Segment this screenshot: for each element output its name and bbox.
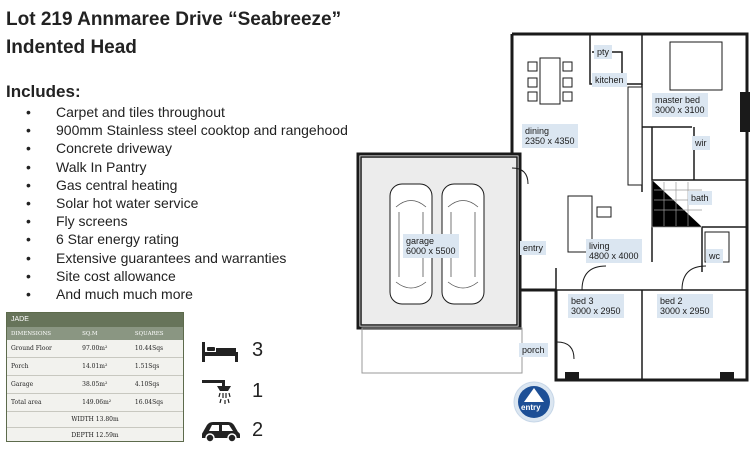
room-name: master bed	[655, 95, 701, 105]
room-dimensions: 2350 x 4350	[525, 136, 575, 146]
table-cell: 10.44Sqs	[131, 340, 183, 358]
room-label-pantry: pty	[594, 45, 612, 59]
table-row	[7, 394, 183, 412]
bathrooms-row	[200, 377, 270, 405]
room-label-dining	[522, 124, 578, 148]
title-line-2: Indented Head	[6, 37, 137, 58]
width-value: WIDTH 13.80m	[7, 412, 183, 428]
table-cell: 16.04Sqs	[131, 394, 183, 412]
room-dimensions: 3000 x 2950	[660, 306, 710, 316]
list-item: • Walk In Pantry	[22, 158, 348, 176]
room-dimensions: 6000 x 5500	[406, 246, 456, 256]
table-cell: Garage	[7, 376, 78, 394]
room-name: bed 3	[571, 296, 594, 306]
depth-value: DEPTH 12.59m	[71, 432, 119, 439]
table-row	[7, 358, 183, 376]
column-header: DIMENSIONS	[7, 327, 78, 340]
room-name: dining	[525, 126, 550, 136]
room-label-wir: wir	[692, 136, 710, 150]
entry-marker-label: entry	[521, 403, 541, 412]
list-item: • 900mm Stainless steel cooktop and rangehood	[22, 121, 348, 139]
list-item: • Solar hot water service	[22, 194, 348, 212]
list-item: • 6 Star energy rating	[22, 230, 348, 248]
spec-table-title: JADE	[7, 313, 183, 327]
table-cell: 97.00m²	[78, 340, 131, 358]
table-cell: 149.06m²	[78, 394, 131, 412]
list-item: • Gas central heating	[22, 176, 348, 194]
room-label-kitchen: kitchen	[592, 73, 627, 87]
table-cell: 1.51Sqs	[131, 358, 183, 376]
list-item: • Fly screens	[22, 212, 348, 230]
table-cell: Total area	[7, 394, 78, 412]
car-spaces-row	[200, 416, 270, 444]
includes-heading: Includes:	[6, 82, 81, 101]
room-label-bed-3	[568, 294, 624, 318]
room-label-entry: entry	[520, 241, 546, 255]
room-label-wc: wc	[706, 249, 723, 263]
room-name: living	[589, 241, 610, 251]
room-label-bed-2	[657, 294, 713, 318]
car-spaces-count: 2	[252, 419, 264, 441]
list-item: • Carpet and tiles throughout	[22, 103, 348, 121]
includes-list	[22, 103, 348, 303]
table-row	[7, 376, 183, 394]
car-icon	[200, 417, 242, 443]
bedrooms-row	[200, 336, 270, 364]
room-label-bath: bath	[688, 191, 712, 205]
room-name: bed 2	[660, 296, 683, 306]
room-label-living	[586, 239, 642, 263]
list-item: • Concrete driveway	[22, 139, 348, 157]
room-name: garage	[406, 236, 435, 246]
room-label-porch: porch	[519, 343, 548, 357]
room-dimensions: 3000 x 2950	[571, 306, 621, 316]
spec-table	[6, 312, 184, 442]
table-cell: 14.01m²	[78, 358, 131, 376]
table-cell: 4.10Sqs	[131, 376, 183, 394]
bed-icon	[200, 338, 240, 364]
table-cell: Porch	[7, 358, 78, 376]
column-header: SQUARES	[131, 327, 183, 340]
room-dimensions: 3000 x 3100	[655, 105, 705, 115]
title-line-1: Lot 219 Annmaree Drive “Seabreeze”	[6, 9, 342, 30]
table-row	[7, 340, 183, 358]
entry-marker-icon	[512, 380, 556, 424]
listing-title	[6, 6, 341, 62]
room-label-master-bed	[652, 93, 708, 117]
list-item: • And much much more	[22, 285, 348, 303]
list-item: • Extensive guarantees and warranties	[22, 249, 348, 267]
bathrooms-count: 1	[252, 380, 264, 402]
list-item: • Site cost allowance	[22, 267, 348, 285]
table-cell: 38.05m²	[78, 376, 131, 394]
column-header: SQ.M	[78, 327, 131, 340]
floor-plan	[352, 32, 750, 449]
room-label-garage	[403, 234, 459, 258]
shower-icon	[200, 377, 240, 405]
bedrooms-count: 3	[252, 339, 264, 361]
dimensions-table	[7, 327, 183, 412]
table-cell: Ground Floor	[7, 340, 78, 358]
room-dimensions: 4800 x 4000	[589, 251, 639, 261]
